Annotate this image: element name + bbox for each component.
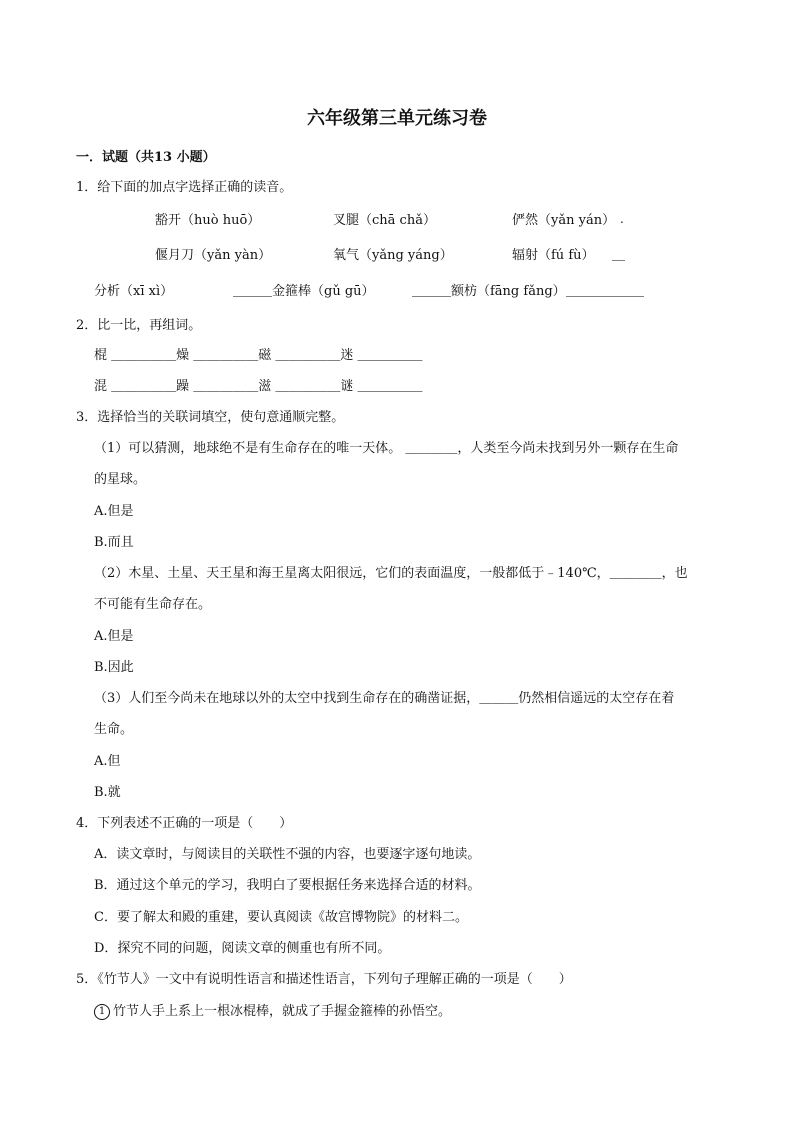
q1-option-r1-3: 俨然（yǎn yán） [512,213,616,228]
q4-option-b: B．通过这个单元的学习，我明白了要根据任务来选择合适的材料。 [94,878,481,893]
q1-option-r1-2: 叉腿（chā chǎ） [333,213,436,228]
q3-part3-option-b: B.就 [94,785,121,800]
page-title: 六年级第三单元练习卷 [307,108,487,129]
q1-option-r2-3: 辐射（fú fù） [512,248,595,263]
q4-option-a: A．读文章时，与阅读目的关联性不强的内容，也要逐字逐句地读。 [94,847,481,862]
q3-part2-line2: 不可能有生命存在。 [94,597,212,612]
question-3-stem: 3．选择恰当的关联词填空，使句意通顺完整。 [76,410,345,425]
q3-part3-line1: （3）人们至今尚未在地球以外的太空中找到生命存在的确凿证据，＿＿＿仍然相信遥远的太空存在着 [94,691,675,706]
circled-number-1: 1 [94,1004,110,1020]
q1-option-r3-3: ＿＿＿额枋（fāng fǎng） [412,284,566,299]
question-2-stem: 2．比一比，再组词。 [76,318,202,333]
q5-item-1-text: 竹节人手上系上一根冰棍棒，就成了手握金箍棒的孙悟空。 [113,1004,452,1019]
q5-item-1 [94,1000,451,1020]
question-1-stem: 1．给下面的加点字选择正确的读音。 [76,180,293,195]
blank-mark: . [620,212,624,226]
section-heading: 一．试题（共13 小题） [76,150,216,165]
q1-option-r3-2: ＿＿＿金箍棒（gǔ gū） [233,284,375,299]
q3-part3-line2: 生命。 [94,722,134,737]
q4-option-d: D．探究不同的问题，阅读文章的侧重也有所不同。 [94,941,391,956]
q4-option-c: C．要了解太和殿的重建，要认真阅读《故宫博物院》的材料二。 [94,910,468,925]
q1-option-r3-1: 分析（xī xì） [94,284,174,299]
q1-option-r2-1: 偃月刀（yǎn yàn） [155,248,272,263]
q3-part2-line1: （2）木星、土星、天王星和海王星离太阳很远，它们的表面温度，一般都低于﹣140℃，＿＿＿＿，也 [94,566,688,581]
q3-part1-option-a: A.但是 [94,504,134,519]
q3-part1-line1: （1）可以猜测，地球绝不是有生命存在的唯一天体。 ＿＿＿＿，人类至今尚未找到另外一颗存在生命 [94,441,679,456]
q3-part3-option-a: A.但 [94,754,121,769]
q2-row-2: 混 ＿＿＿＿＿躁 ＿＿＿＿＿滋 ＿＿＿＿＿谜 ＿＿＿＿＿ [94,379,423,394]
question-5-stem: 5．《竹节人》一文中有说明性语言和描述性语言，下列句子理解正确的一项是（ ） [76,972,572,987]
q3-part2-option-a: A.但是 [94,629,134,644]
q3-part1-option-b: B.而且 [94,535,134,550]
q3-part2-option-b: B.因此 [94,660,134,675]
question-4-stem: 4．下列表述不正确的一项是（ ） [76,816,293,831]
q1-blank-end: ＿＿＿＿＿＿ [566,284,645,299]
q1-blank: ＿ [612,248,626,263]
q2-row-1: 棍 ＿＿＿＿＿燥 ＿＿＿＿＿磁 ＿＿＿＿＿迷 ＿＿＿＿＿ [94,348,423,363]
q1-option-r2-2: 氧气（yǎng yáng） [333,248,453,263]
q3-part1-line2: 的星球。 [94,472,147,487]
q1-option-r1-1: 豁开（huò huō） [155,213,261,228]
